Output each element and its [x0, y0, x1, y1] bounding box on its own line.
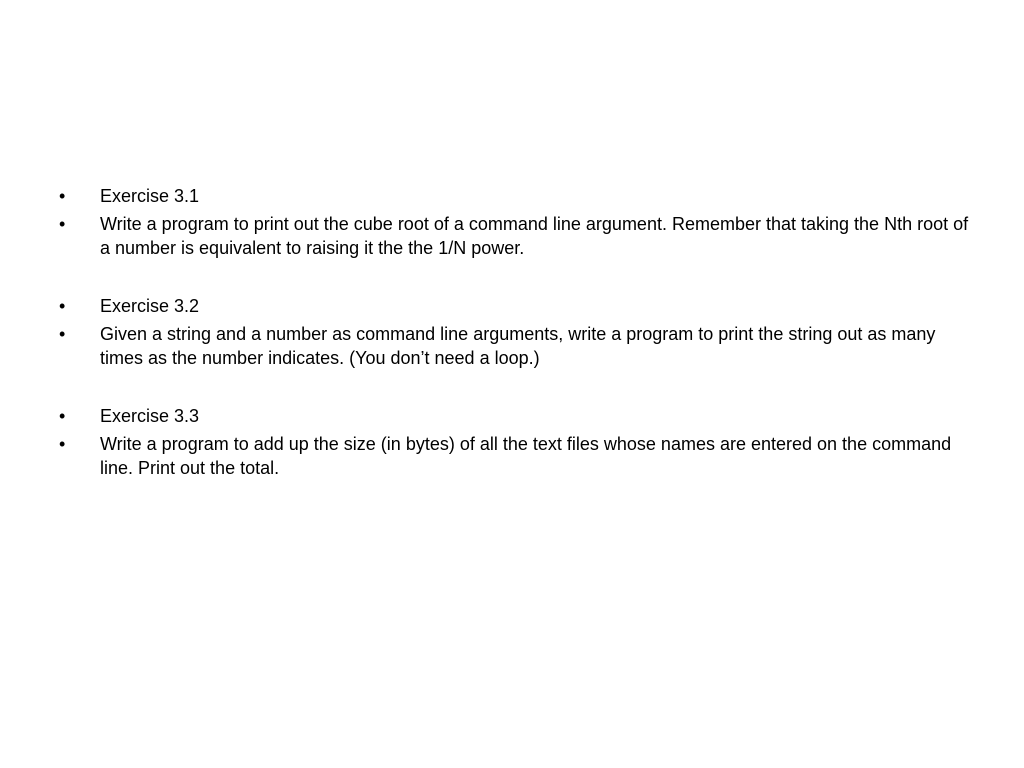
exercise-description — [56, 432, 976, 480]
exercise-heading — [56, 294, 976, 318]
list-item-text: Given a string and a number as command line arguments, write a program to print the string out as many times as the number indicates. (You don’t need a loop.) — [100, 324, 936, 368]
exercise-description — [56, 322, 976, 370]
bullet-icon: • — [59, 214, 66, 234]
bullet-icon: • — [59, 186, 66, 206]
exercise-list — [56, 184, 976, 484]
list-item-text: Exercise 3.3 — [100, 406, 200, 426]
exercise-description — [56, 212, 976, 260]
bullet-icon: • — [59, 324, 66, 344]
exercise-heading — [56, 184, 976, 208]
bullet-icon: • — [59, 406, 66, 426]
list-item-text: Exercise 3.2 — [100, 296, 200, 316]
bullet-icon: • — [59, 434, 66, 454]
list-item-text: Write a program to print out the cube root of a command line argument. Remember that taking the Nth root of a number is equivalent to raising it the the 1/N power. — [100, 214, 969, 258]
list-item-text: Write a program to add up the size (in bytes) of all the text files whose names are entered on the command line. Print out the total. — [100, 434, 952, 478]
exercise-heading — [56, 404, 976, 428]
list-item-text: Exercise 3.1 — [100, 186, 200, 206]
bullet-icon: • — [59, 296, 66, 316]
